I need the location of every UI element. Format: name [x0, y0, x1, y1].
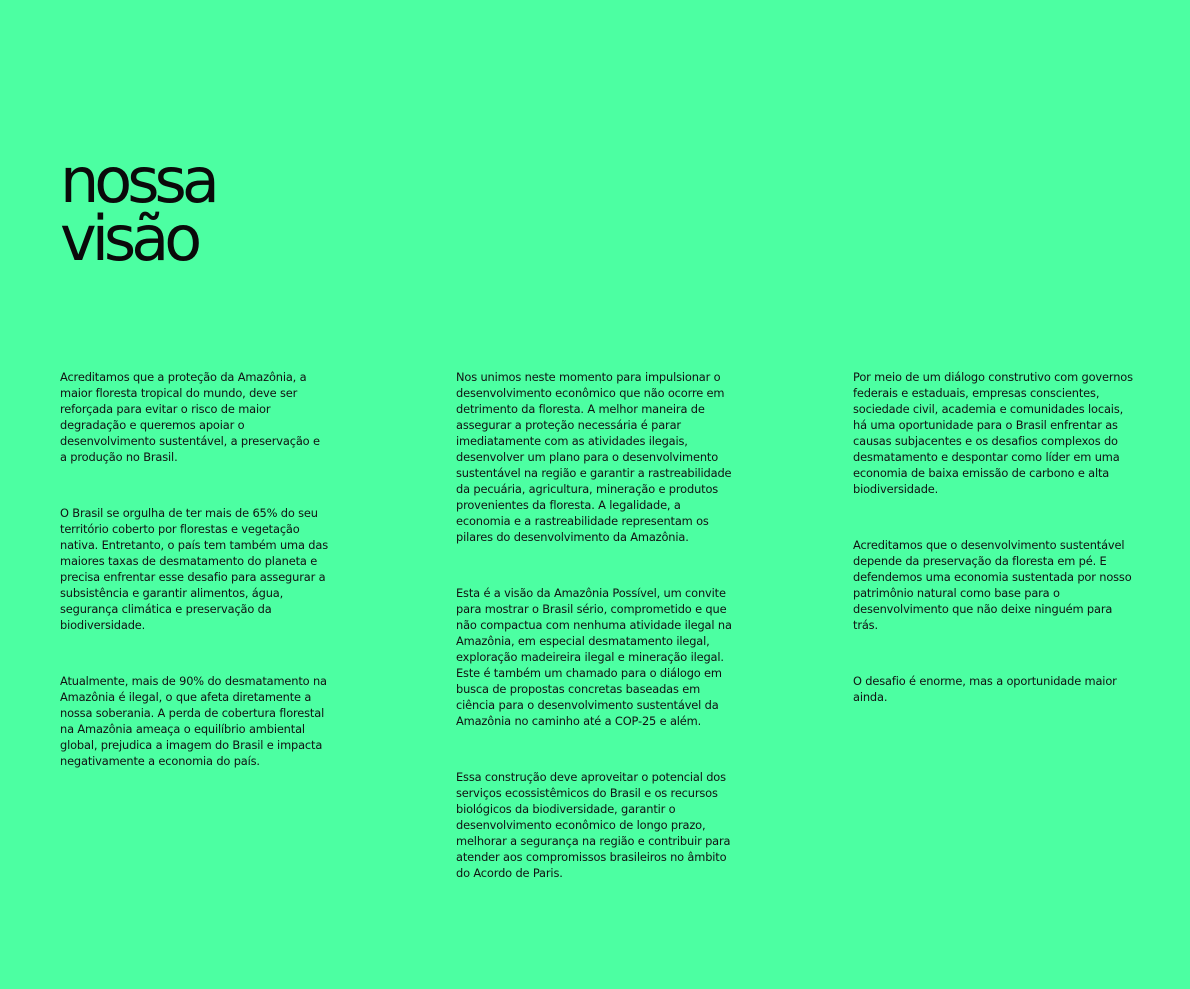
text-column-3	[853, 369, 1133, 745]
paragraph: Acreditamos que a proteção da Amazônia, a maior floresta tropical do mundo, deve ser reforçada para evitar o risco de maior degradação e queremos apoiar o desenvolvimento sustentável, a preservação e a produção no Brasil.	[60, 370, 320, 464]
page-title-line-2: visão	[60, 202, 198, 275]
text-column-2	[456, 369, 736, 921]
text-column-1	[60, 369, 330, 809]
paragraph: Acreditamos que o desenvolvimento sustentável depende da preservação da floresta em pé. E defendemos uma economia sustentada por nosso patrimônio natural como base para o desenvolvimento que não deixe ninguém para trás.	[853, 538, 1132, 632]
page-title-line-1: nossa	[60, 144, 215, 217]
page-title	[60, 144, 215, 275]
paragraph: O desafio é enorme, mas a oportunidade maior ainda.	[853, 674, 1117, 704]
paragraph: Esta é a visão da Amazônia Possível, um convite para mostrar o Brasil sério, comprometido e que não compactua com nenhuma atividade ilegal na Amazônia, em especial desmatamento ilegal, exploração madeireira ilegal e mineração ilegal. Este é também um chamado para o diálogo em busca de propostas concretas baseadas em ciência para o desenvolvimento sustentável da Amazônia no caminho até a COP-25 e além.	[456, 586, 732, 728]
paragraph: Atualmente, mais de 90% do desmatamento na Amazônia é ilegal, o que afeta diretamente a nossa soberania. A perda de cobertura florestal na Amazônia ameaça o equilíbrio ambiental global, prejudica a imagem do Brasil e impacta negativamente a economia do país.	[60, 674, 327, 768]
paragraph: Essa construção deve aproveitar o potencial dos serviços ecossistêmicos do Brasil e os recursos biológicos da biodiversidade, garantir o desenvolvimento econômico de longo prazo, melhorar a segurança na região e contribuir para atender aos compromissos brasileiros no âmbito do Acordo de Paris.	[456, 770, 731, 880]
paragraph: Por meio de um diálogo construtivo com governos federais e estaduais, empresas conscientes, sociedade civil, academia e comunidades locais, há uma oportunidade para o Brasil enfrentar as causas subjacentes e os desafios complexos do desmatamento e despontar como líder em uma economia de baixa emissão de carbono e alta biodiversidade.	[853, 370, 1133, 496]
paragraph: Nos unimos neste momento para impulsionar o desenvolvimento econômico que não ocorre em detrimento da floresta. A melhor maneira de assegurar a proteção necessária é parar imediatamente com as atividades ilegais, desenvolver um plano para o desenvolvimento sustentável na região e garantir a rastreabilidade da pecuária, agricultura, mineração e produtos provenientes da floresta. A legalidade, a economia e a rastreabilidade representam os pilares do desenvolvimento da Amazônia.	[456, 370, 732, 544]
paragraph: O Brasil se orgulha de ter mais de 65% do seu território coberto por florestas e vegetação nativa. Entretanto, o país tem também uma das maiores taxas de desmatamento do planeta e precisa enfrentar esse desafio para assegurar a subsistência e garantir alimentos, água, segurança climática e preservação da biodiversidade.	[60, 506, 328, 632]
